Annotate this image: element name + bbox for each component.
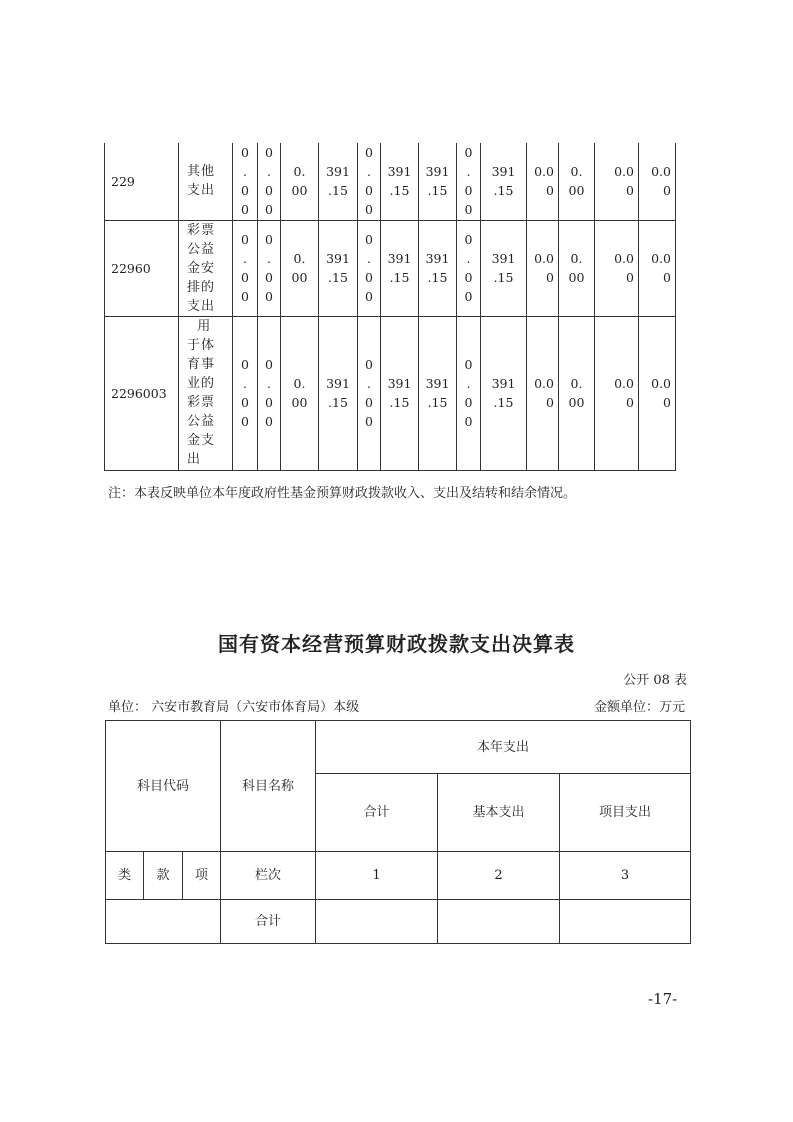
col-no-3: 3 <box>560 852 691 900</box>
unit-label <box>108 696 359 715</box>
form-number: 公开 08 表 <box>623 673 687 688</box>
gov-fund-table-continued <box>104 143 676 471</box>
amount-cell: 0 . 0 0 <box>233 316 258 470</box>
header-xiang: 项 <box>183 852 221 900</box>
subject-code: 229 <box>105 143 179 220</box>
col-no-2: 2 <box>438 852 560 900</box>
amount-cell: 391 .15 <box>481 316 527 470</box>
page-number: -17- <box>648 990 678 1008</box>
amount-cell: 391 .15 <box>481 143 527 220</box>
amount-cell: 0.0 0 <box>639 220 676 316</box>
amount-cell: 391 .15 <box>381 143 419 220</box>
state-capital-expenditure-table <box>105 720 691 944</box>
amount-cell: 0 . 0 0 <box>358 143 381 220</box>
amount-unit: 金额单位：万元 <box>593 700 685 715</box>
amount-cell: 0 . 0 0 <box>457 220 481 316</box>
amount-cell: 0 . 0 0 <box>258 316 281 470</box>
header-total: 合计 <box>316 774 438 852</box>
amount-cell: 391 .15 <box>381 316 419 470</box>
amount-cell: 0.0 0 <box>527 143 559 220</box>
amount-cell: 0.0 0 <box>595 220 639 316</box>
total-row-project <box>560 900 691 944</box>
subject-code: 2296003 <box>105 316 179 470</box>
subject-code: 22960 <box>105 220 179 316</box>
amount-cell: 0.0 0 <box>639 143 676 220</box>
amount-cell: 391 .15 <box>319 220 358 316</box>
table-title: 国有资本经营预算财政拨款支出决算表 <box>218 632 575 656</box>
amount-cell: 0 . 0 0 <box>258 220 281 316</box>
header-code: 科目代码 <box>106 721 221 852</box>
header-project: 项目支出 <box>560 774 691 852</box>
total-row-code <box>106 900 221 944</box>
amount-cell: 391 .15 <box>381 220 419 316</box>
unit-label-text: 单位： <box>108 700 148 715</box>
subject-name: 用 于体 育事 业的 彩票 公益 金支 出 <box>179 316 233 470</box>
col-no-1: 1 <box>316 852 438 900</box>
amount-cell: 0.0 0 <box>595 143 639 220</box>
subject-name: 彩票 公益 金安 排的 支出 <box>179 220 233 316</box>
table-note: 注：本表反映单位本年度政府性基金预算财政拨款收入、支出及结转和结余情况。 <box>108 486 577 501</box>
amount-cell: 0.0 0 <box>527 316 559 470</box>
amount-cell: 391 .15 <box>419 220 457 316</box>
amount-cell: 391 .15 <box>319 143 358 220</box>
total-row-total <box>316 900 438 944</box>
amount-cell: 0.0 0 <box>639 316 676 470</box>
header-column-no: 栏次 <box>221 852 316 900</box>
header-basic: 基本支出 <box>438 774 560 852</box>
amount-cell: 0. 00 <box>559 220 595 316</box>
amount-cell: 0. 00 <box>281 143 319 220</box>
total-row-label: 合计 <box>221 900 316 944</box>
header-lei: 类 <box>106 852 144 900</box>
amount-cell: 0.0 0 <box>527 220 559 316</box>
table-row <box>105 220 676 316</box>
header-current-year: 本年支出 <box>316 721 691 774</box>
amount-cell: 391 .15 <box>481 220 527 316</box>
header-name: 科目名称 <box>221 721 316 852</box>
amount-cell: 0.0 0 <box>595 316 639 470</box>
amount-cell: 391 .15 <box>419 316 457 470</box>
amount-cell: 0. 00 <box>281 220 319 316</box>
table-row <box>105 316 676 470</box>
amount-cell: 0 . 0 0 <box>358 220 381 316</box>
total-row-basic <box>438 900 560 944</box>
table-row <box>105 143 676 220</box>
amount-cell: 0 . 0 0 <box>233 220 258 316</box>
amount-cell: 0. 00 <box>559 316 595 470</box>
amount-cell: 0 . 0 0 <box>457 316 481 470</box>
unit-name: 六安市教育局（六安市体育局）本级 <box>151 700 360 715</box>
header-kuan: 款 <box>144 852 183 900</box>
amount-cell: 391 .15 <box>319 316 358 470</box>
amount-cell: 0 . 0 0 <box>457 143 481 220</box>
amount-cell: 0. 00 <box>559 143 595 220</box>
amount-cell: 391 .15 <box>419 143 457 220</box>
amount-cell: 0 . 0 0 <box>258 143 281 220</box>
amount-cell: 0 . 0 0 <box>233 143 258 220</box>
subject-name: 其他 支出 <box>179 143 233 220</box>
amount-cell: 0 . 0 0 <box>358 316 381 470</box>
amount-cell: 0. 00 <box>281 316 319 470</box>
